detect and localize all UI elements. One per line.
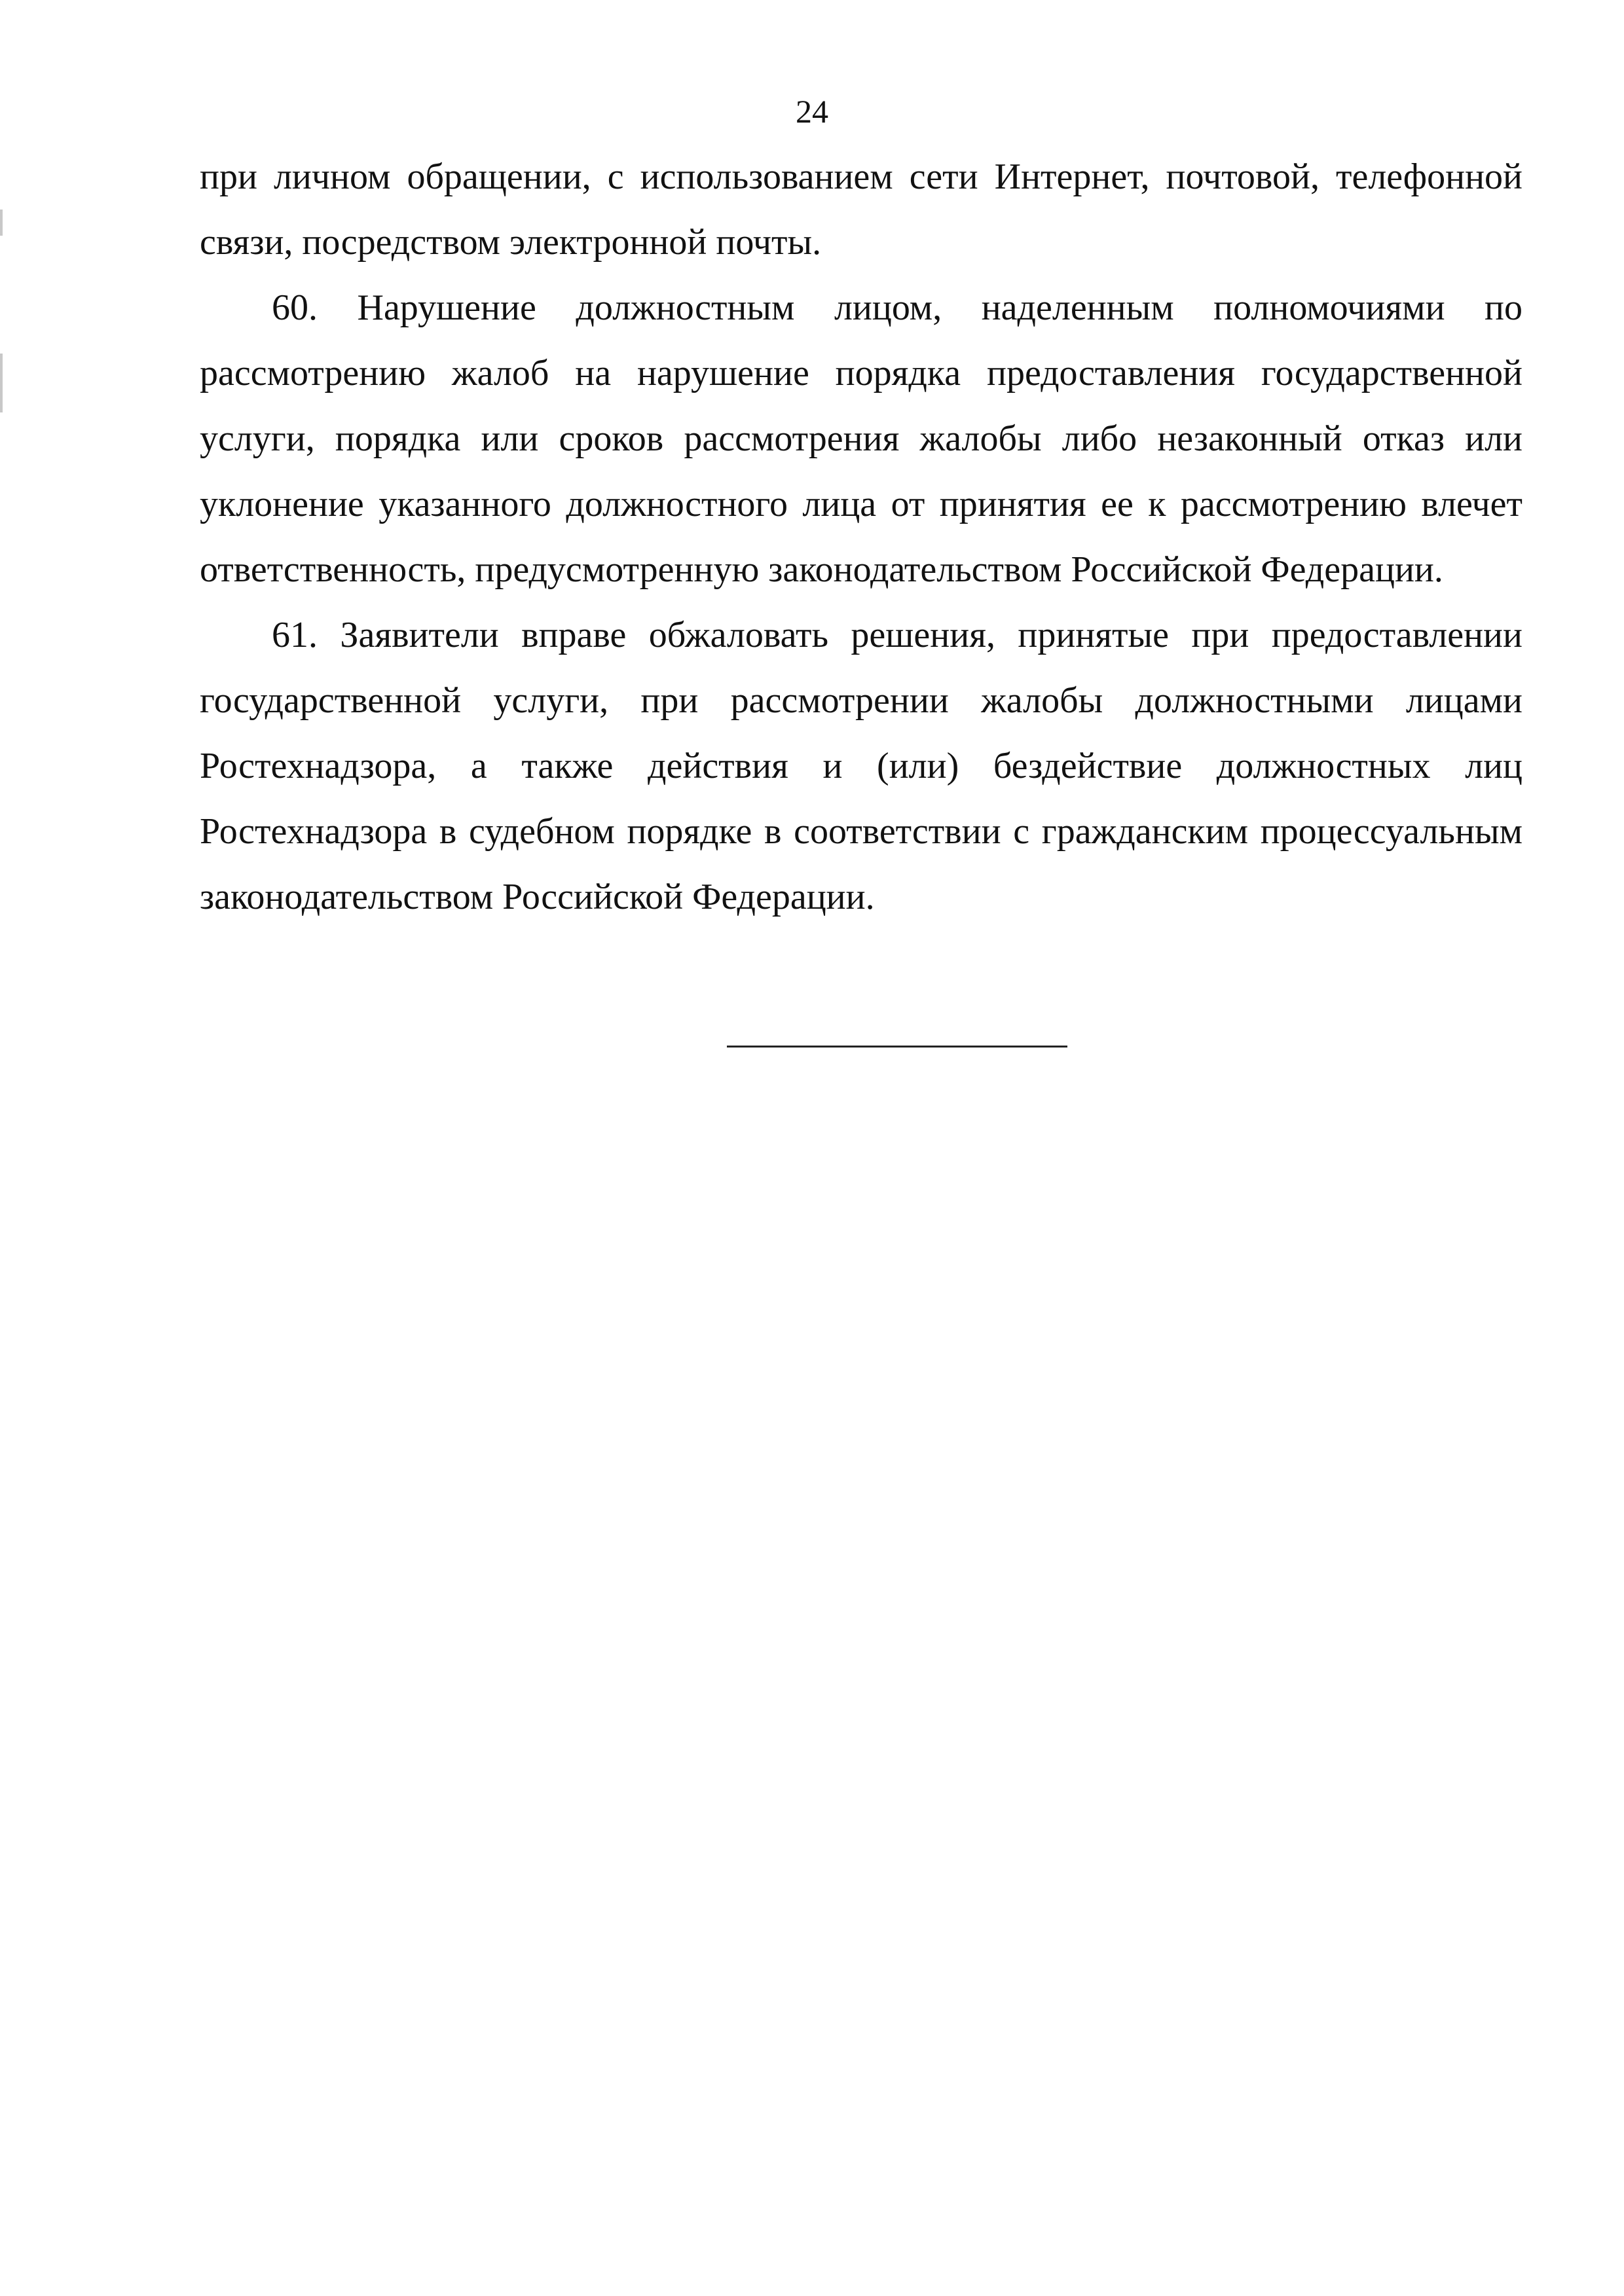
page-number: 24 (796, 93, 828, 130)
document-body (200, 144, 1522, 930)
scan-edge-mark (0, 210, 3, 236)
paragraph-item-61: 61. Заявители вправе обжаловать решения, принятые при предоставлении государственной услуги, при рассмотрении жалобы должностными лицами Ростехнадзора, а также действия и (или) бездействие должностных лиц Ростехнадзора в судебном порядке в соответствии с гражданским процессуальным законодательством Российской Федерации. (200, 615, 1522, 917)
scan-edge-mark (0, 354, 3, 412)
end-of-document-rule (727, 1046, 1067, 1048)
paragraph-item-60: 60. Нарушение должностным лицом, наделенным полномочиями по рассмотрению жалоб на нарушение порядка предоставления государственной услуги, порядка или сроков рассмотрения жалобы либо незаконный отказ или уклонение указанного должностного лица от принятия ее к рассмотрению влечет ответственность, предусмотренную законодательством Российской Федерации. (200, 287, 1522, 590)
paragraph-continuation: при личном обращении, с использованием сети Интернет, почтовой, телефонной связи, посредством электронной почты. (200, 156, 1522, 263)
